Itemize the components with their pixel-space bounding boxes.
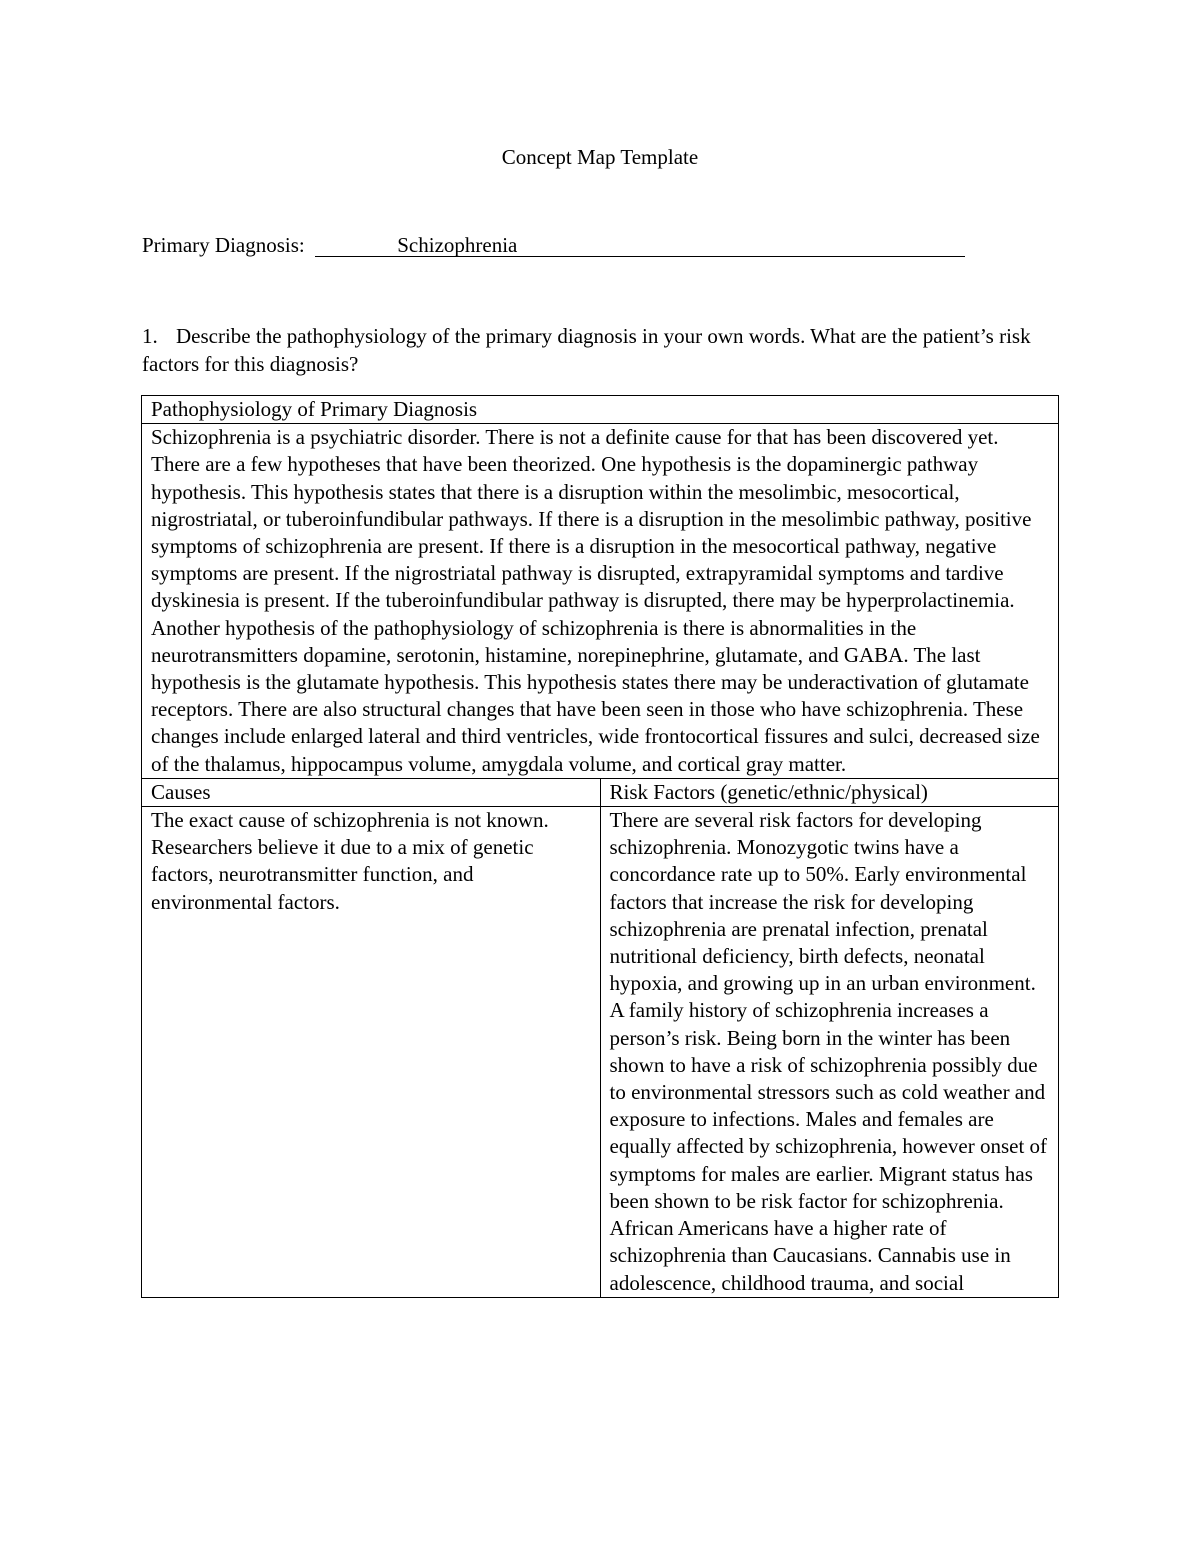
diagnosis-label: Primary Diagnosis: bbox=[142, 233, 305, 257]
pathophysiology-header-row bbox=[142, 396, 1059, 424]
pathophysiology-text: Schizophrenia is a psychiatric disorder. There is not a definite cause for that has been discovered yet. There are a few hypotheses that have been theorized. One hypothesis is the dopaminergic pathway hypothesis. This hypothesis states that there is a disruption within the mesolimbic, mesocortical, nigrostriatal, or tuberoinfundibular pathways. If there is a disruption in the mesolimbic pathway, positive symptoms of schizophrenia are present. If there is a disruption in the mesocortical pathway, negative symptoms are present. If the nigrostriatal pathway is disrupted, extrapyramidal symptoms and tardive dyskinesia is present. If the tuberoinfundibular pathway is disrupted, there may be hyperprolactinemia. Another hypothesis of the pathophysiology of schizophrenia is there is abnormalities in the neurotransmitters dopamine, serotonin, histamine, norepinephrine, glutamate, and GABA. The last hypothesis is the glutamate hypothesis. This hypothesis states there may be underactivation of glutamate receptors. There are also structural changes that have been seen in those who have schizophrenia. These changes include enlarged lateral and third ventricles, wide frontocortical fissures and sulci, decreased size of the thalamus, hippocampus volume, amygdala volume, and cortical gray matter. bbox=[142, 424, 1059, 779]
risk-factors-text: There are several risk factors for developing schizophrenia. Monozygotic twins have a concordance rate up to 50%. Early environmental factors that increase the risk for developing schizophrenia are prenatal infection, prenatal nutritional deficiency, birth defects, neonatal hypoxia, and growing up in an urban environment. A family history of schizophrenia increases a person’s risk. Being born in the winter has been shown to have a risk of schizophrenia possibly due to environmental stressors such as cold weather and exposure to infections. Males and females are equally affected by schizophrenia, however onset of symptoms for males are earlier. Migrant status has been shown to be risk factor for schizophrenia. African Americans have a higher rate of schizophrenia than Caucasians. Cannabis use in adolescence, childhood trauma, and social bbox=[600, 807, 1059, 1298]
causes-text: The exact cause of schizophrenia is not known. Researchers believe it due to a mix of genetic factors, neurotransmitter function, and environmental factors. bbox=[142, 807, 601, 1298]
question-number: 1. bbox=[142, 324, 158, 348]
risk-factors-header: Risk Factors (genetic/ethnic/physical) bbox=[600, 778, 1059, 806]
primary-diagnosis-line bbox=[142, 231, 965, 259]
page-title: Concept Map Template bbox=[501, 145, 699, 169]
question-text: Describe the pathophysiology of the primary diagnosis in your own words. What are the patient’s risk factors for this diagnosis? bbox=[142, 324, 1031, 376]
pathophysiology-header: Pathophysiology of Primary Diagnosis bbox=[142, 396, 1059, 424]
diagnosis-field bbox=[315, 234, 965, 257]
causes-header: Causes bbox=[142, 778, 601, 806]
question-1 bbox=[142, 322, 1062, 378]
causes-risk-header-row bbox=[142, 778, 1059, 806]
concept-map-table bbox=[141, 395, 1059, 1298]
diagnosis-value: Schizophrenia bbox=[397, 233, 518, 257]
causes-risk-body-row bbox=[142, 807, 1059, 1298]
pathophysiology-body-row bbox=[142, 424, 1059, 779]
